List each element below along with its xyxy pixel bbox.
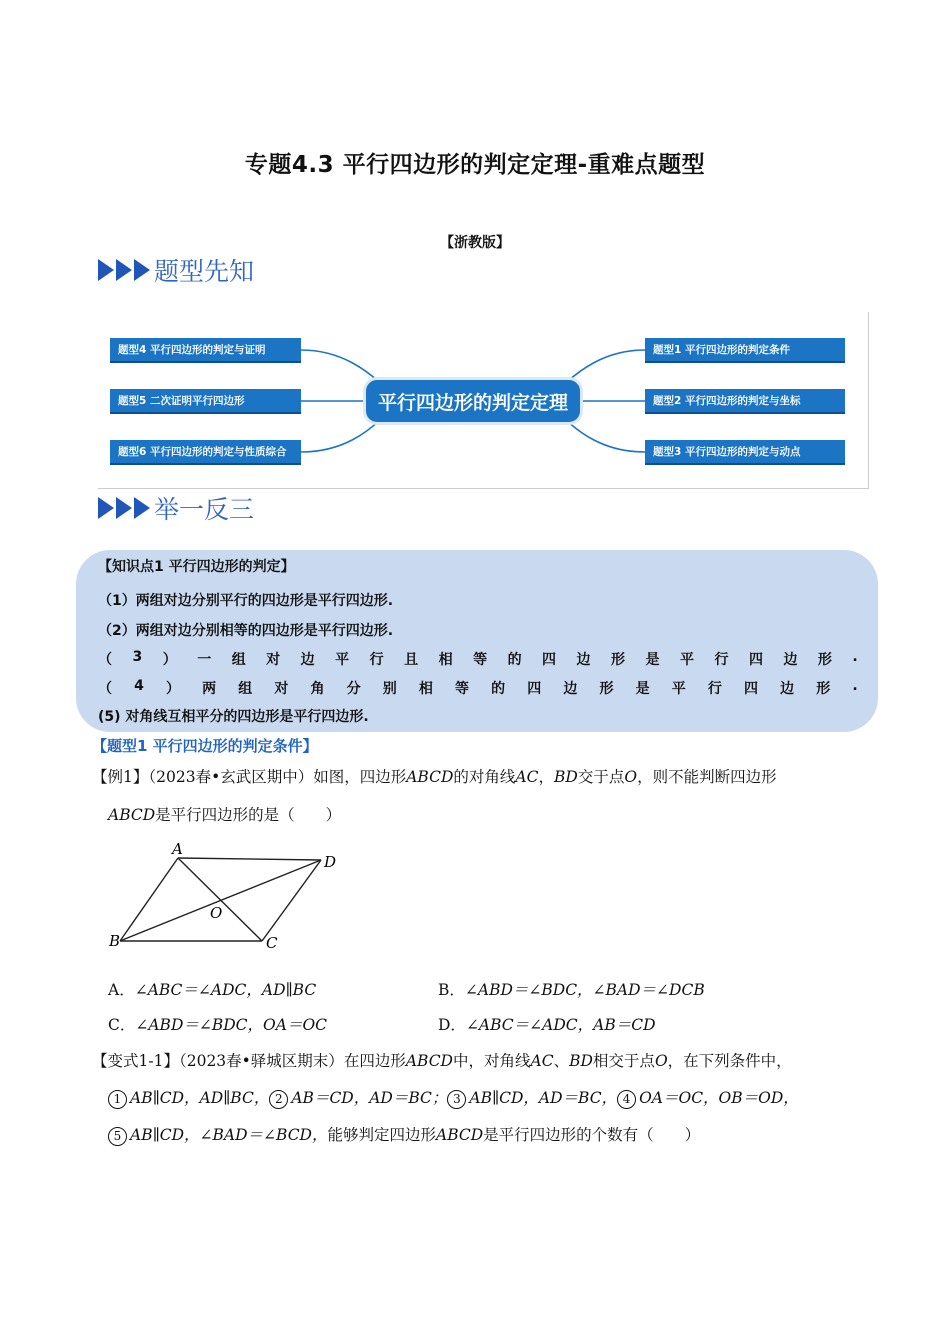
triple-arrow-icon — [98, 497, 150, 519]
knowledge-item-1: （1）两组对边分别平行的四边形是平行四边形. — [98, 593, 394, 609]
label-b: B — [109, 932, 121, 950]
knowledge-heading: 【知识点1 平行四边形的判定】 — [98, 559, 295, 575]
mindmap-node-type6: 题型6 平行四边形的判定与性质综合 — [110, 440, 301, 465]
edge-ad — [178, 858, 321, 860]
circled-2: 2 — [269, 1090, 288, 1109]
option-b[interactable]: B．∠ABD＝∠BDC，∠BAD＝∠DCB — [438, 981, 705, 999]
mindmap-node-type2: 题型2 平行四边形的判定与坐标 — [645, 389, 845, 414]
variant1-question-line3: 5 AB∥CD，∠BAD＝∠BCD，能够判定四边形ABCD是平行四边形的个数有（ ） — [108, 1127, 700, 1146]
option-c[interactable]: C．∠ABD＝∠BDC，OA＝OC — [108, 1016, 328, 1034]
section-preview-header — [98, 252, 254, 288]
circled-1: 1 — [108, 1090, 127, 1109]
example1-question-line1: 【例1】（2023春•玄武区期中）如图，四边形ABCD的对角线AC，BD交于点O，则不能判断四边形 — [92, 768, 777, 786]
mindmap-node-type3: 题型3 平行四边形的判定与动点 — [645, 440, 845, 465]
knowledge-item-3: （ 3 ） 一 组 对 边 平 行 且 相 等 的 四 边 形 是 平 行 四 边 形 . — [98, 649, 858, 668]
mindmap-node-type4: 题型4 平行四边形的判定与证明 — [110, 338, 301, 363]
circled-3: 3 — [447, 1090, 466, 1109]
mindmap-center: 平行四边形的判定定理 — [363, 377, 583, 425]
circled-5: 5 — [108, 1127, 127, 1146]
mindmap-node-type5: 题型5 二次证明平行四边形 — [110, 389, 301, 414]
parallelogram-figure — [106, 838, 346, 954]
label-d: D — [324, 853, 337, 871]
section-preview-title: 题型先知 — [154, 257, 255, 286]
option-a[interactable]: A．∠ABC＝∠ADC，AD∥BC — [108, 981, 317, 999]
edge-ab — [120, 858, 178, 941]
triple-arrow-icon — [98, 259, 150, 281]
mindmap-node-type1: 题型1 平行四边形的判定条件 — [645, 338, 845, 363]
page-title: 专题4.3 平行四边形的判定定理-重难点题型 — [244, 152, 706, 178]
label-c: C — [266, 934, 278, 952]
knowledge-item-2: （2）两组对边分别相等的四边形是平行四边形. — [98, 623, 394, 639]
edition-label: 【浙教版】 — [440, 235, 510, 251]
knowledge-box — [76, 550, 878, 732]
circled-4: 4 — [617, 1090, 636, 1109]
label-a: A — [172, 840, 183, 858]
option-d[interactable]: D．∠ABC＝∠ADC，AB＝CD — [438, 1016, 656, 1034]
example1-question-line2: ABCD是平行四边形的是（ ） — [108, 806, 342, 824]
section-practice-title: 举一反三 — [154, 495, 255, 524]
section-practice-header — [98, 490, 254, 526]
diagonal-ac — [178, 858, 262, 941]
variant1-conditions-line: 1 AB∥CD，AD∥BC， 2 AB＝CD，AD＝BC； 3 AB∥CD，AD＝BC， 4 OA＝OC，OB＝OD， — [108, 1090, 799, 1109]
variant1-question-line1: 【变式1-1】（2023春•驿城区期末）在四边形ABCD中，对角线AC、BD相交于点O，在下列条件中， — [92, 1052, 792, 1070]
label-o: O — [210, 904, 223, 922]
knowledge-item-5: (5) 对角线互相平分的四边形是平行四边形. — [98, 709, 369, 725]
mindmap — [98, 312, 869, 489]
type1-heading: 【题型1 平行四边形的判定条件】 — [92, 737, 318, 755]
knowledge-item-4: （ 4 ） 两 组 对 角 分 别 相 等 的 四 边 形 是 平 行 四 边 形 . — [98, 678, 858, 697]
